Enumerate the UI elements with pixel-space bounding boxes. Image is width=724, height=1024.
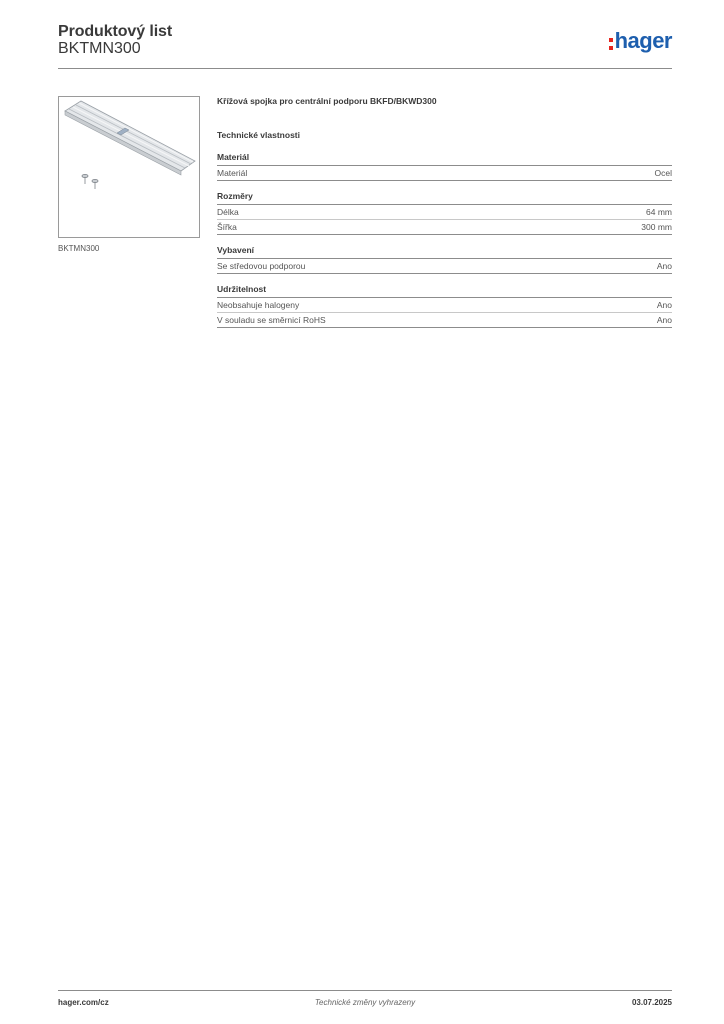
logo-text: hager — [614, 28, 672, 53]
image-caption: BKTMN300 — [58, 244, 100, 253]
product-code: BKTMN300 — [58, 40, 141, 57]
section-sustainability — [217, 284, 672, 328]
property-row — [217, 220, 672, 235]
website-link[interactable]: hager.com/cz — [58, 998, 109, 1007]
product-description: Křížová spojka pro centrální podporu BKFD/BKWD300 — [217, 96, 437, 106]
property-value: 64 mm — [646, 207, 672, 217]
property-row — [217, 313, 672, 328]
property-value: Ocel — [654, 168, 672, 178]
property-value: Ano — [656, 261, 672, 271]
property-label: Šířka — [217, 222, 237, 232]
property-label: Materiál — [217, 168, 248, 178]
product-image — [58, 96, 200, 238]
section-title: Rozměry — [217, 191, 672, 205]
footer-date: 03.07.2025 — [631, 998, 672, 1007]
property-row — [217, 205, 672, 220]
section-material — [217, 152, 672, 181]
product-details — [217, 96, 672, 328]
section-title: Vybavení — [217, 245, 672, 259]
property-row — [217, 298, 672, 313]
section-equipment — [217, 245, 672, 274]
header-divider — [58, 68, 672, 69]
property-label: Se středovou podporou — [217, 261, 306, 271]
hager-logo — [609, 28, 672, 54]
page-title: Produktový list — [58, 23, 173, 40]
footer-divider — [58, 990, 672, 991]
section-title: Udržitelnost — [217, 284, 672, 298]
technical-properties-heading: Technické vlastnosti — [217, 130, 300, 140]
property-label: Neobsahuje halogeny — [217, 300, 300, 310]
page-header — [58, 20, 672, 68]
property-value: 300 mm — [641, 222, 672, 232]
property-value: Ano — [656, 315, 672, 325]
property-value: Ano — [656, 300, 672, 310]
property-row — [217, 259, 672, 274]
logo-colon-icon — [609, 38, 613, 50]
section-dimensions — [217, 191, 672, 235]
property-row — [217, 166, 672, 181]
footer-note: Technické změny vyhrazeny — [314, 998, 416, 1007]
property-label: V souladu se směrnicí RoHS — [217, 315, 326, 325]
cable-tray-connector-icon — [59, 97, 199, 237]
property-label: Délka — [217, 207, 239, 217]
section-title: Materiál — [217, 152, 672, 166]
